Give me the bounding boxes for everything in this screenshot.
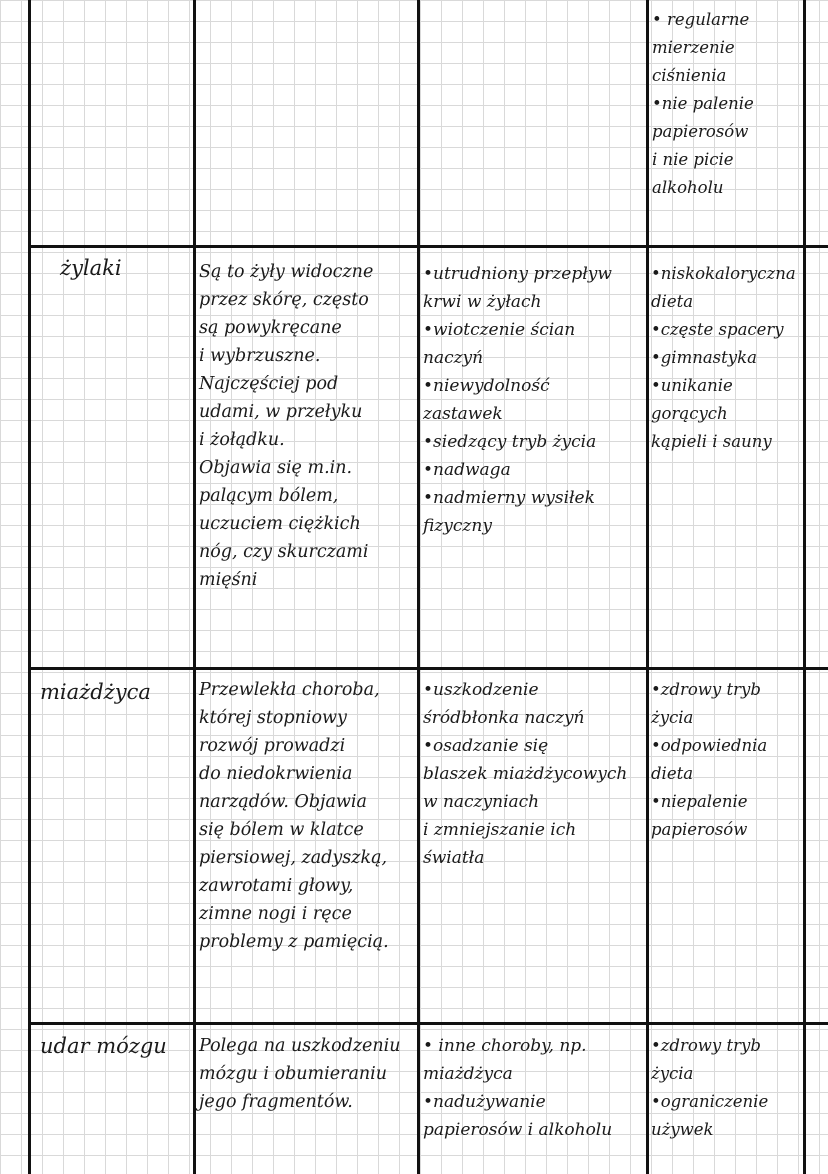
row-3-prevention: •zdrowy tryb życia •ograniczenie używek [651,1036,769,1139]
row-1-causes: •utrudniony przepływ krwi w żyłach •wiotczenie ścian naczyń •niewydolność zastawek •siedzący tryb życia •nadwaga •nadmierny wysiłek fizyczny [423,264,612,536]
row-2-prevention: •zdrowy tryb życia •odpowiednia dieta •niepalenie papierosów [651,680,768,839]
row-1-name: żylaki [60,256,122,280]
row-divider-1 [28,245,828,248]
column-divider-3 [646,0,649,1174]
row-3-name: udar mózgu [40,1034,167,1058]
top-row-prevention: • regularne mierzenie ciśnienia •nie palenie papierosów i nie picie alkoholu [652,10,754,197]
row-2-name: miażdżyca [40,680,151,704]
column-divider-1 [193,0,196,1174]
row-2-causes: •uszkodzenie śródbłonka naczyń •osadzanie się blaszek miażdżycowych w naczyniach i zmniejszanie ich światła [423,680,628,868]
column-divider-2 [417,0,420,1174]
row-divider-2 [28,667,828,670]
row-2-description: Przewlekła choroba, której stopniowy rozwój prowadzi do niedokrwienia narządów. Objawia się bólem w klatce piersiowej, zadyszką, zawrotami głowy, zimne nogi i ręce problemy z pamięcią. [199,680,389,952]
row-3-causes: • inne choroby, np. miażdżyca •nadużywanie papierosów i alkoholu [423,1036,613,1140]
row-3-description: Polega na uszkodzeniu mózgu i obumieraniu jego fragmentów. [199,1036,401,1112]
row-1-prevention: •niskokaloryczna dieta •częste spacery •gimnastyka •unikanie gorących kąpieli i sauny [651,264,796,451]
table-border-right [803,0,806,1174]
table-border-left [28,0,31,1174]
row-divider-3 [28,1022,828,1025]
row-1-description: Są to żyły widoczne przez skórę, często są powykręcane i wybrzuszne. Najczęściej pod udami, w przełyku i żołądku. Objawia się m.in. palącym bólem, uczuciem ciężkich nóg, czy skurczami mięśni [199,262,374,590]
